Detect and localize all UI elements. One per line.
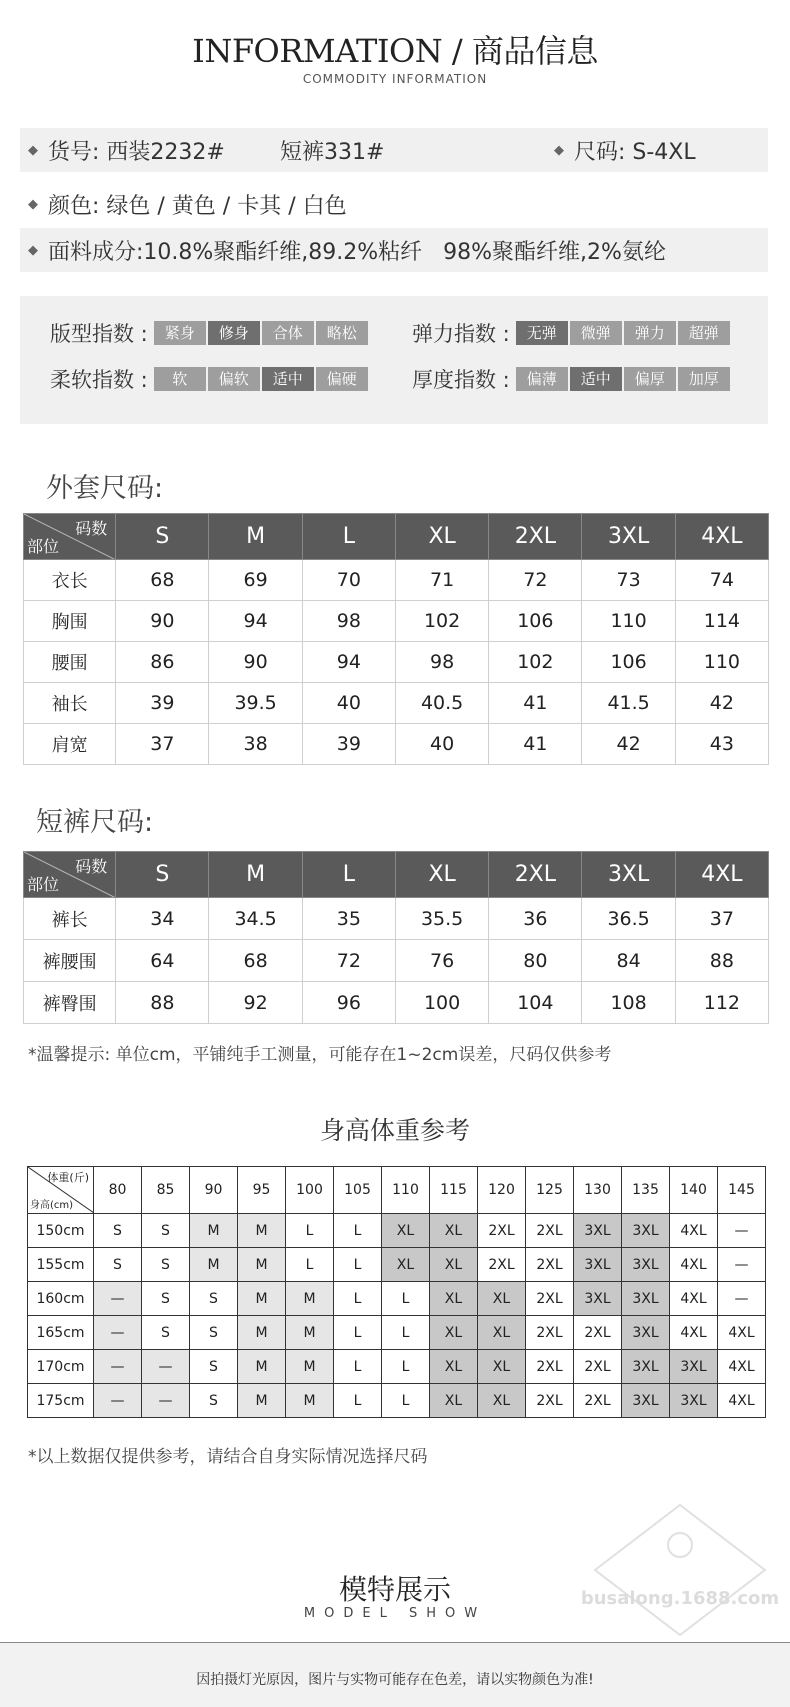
page-subtitle: COMMODITY INFORMATION	[302, 72, 488, 86]
height-label: 165cm	[28, 1316, 94, 1350]
size-header: S	[116, 514, 209, 560]
table-cell: XL	[382, 1214, 430, 1248]
rating-chip: 弹力	[624, 321, 676, 345]
footer-bar	[0, 1642, 790, 1707]
table-row	[24, 940, 769, 982]
table-cell: 68	[209, 940, 302, 982]
size-header: S	[116, 852, 209, 898]
table-row	[28, 1384, 766, 1418]
table-cell: 88	[116, 982, 209, 1024]
rating-chip-selected: 修身	[208, 321, 260, 345]
table-corner	[24, 852, 116, 898]
table-cell: 86	[116, 642, 209, 683]
table-cell: 35	[302, 898, 395, 940]
table-cell: 100	[395, 982, 488, 1024]
table-cell: S	[190, 1316, 238, 1350]
shorts-size-title: 短裤尺码:	[36, 807, 154, 838]
table-cell: 71	[395, 560, 488, 601]
table-cell: XL	[430, 1316, 478, 1350]
table-cell: 98	[395, 642, 488, 683]
shorts-size-table	[23, 851, 769, 1024]
table-cell: M	[286, 1316, 334, 1350]
table-cell: L	[334, 1248, 382, 1282]
weight-header: 95	[238, 1167, 286, 1214]
table-cell: 73	[582, 560, 675, 601]
table-cell: 34	[116, 898, 209, 940]
table-cell: 37	[675, 898, 768, 940]
rating-softness	[50, 364, 370, 394]
table-cell: 102	[489, 642, 582, 683]
rating-fit	[50, 318, 370, 348]
row-label: 裤臀围	[24, 982, 116, 1024]
rating-label: 弹力指数 :	[412, 322, 510, 346]
table-cell: 94	[209, 601, 302, 642]
table-cell: 2XL	[574, 1316, 622, 1350]
table-cell: M	[286, 1282, 334, 1316]
table-cell: M	[238, 1282, 286, 1316]
table-cell: 3XL	[574, 1282, 622, 1316]
table-cell: —	[94, 1282, 142, 1316]
table-cell: 4XL	[670, 1316, 718, 1350]
weight-header: 130	[574, 1167, 622, 1214]
footer-note: 因拍摄灯光原因，图片与实物可能存在色差，请以实物颜色为准!	[196, 1672, 594, 1688]
table-cell: 2XL	[526, 1214, 574, 1248]
table-cell: 90	[209, 642, 302, 683]
table-row	[24, 601, 769, 642]
table-row	[24, 724, 769, 765]
size-header: 2XL	[489, 514, 582, 560]
table-row	[28, 1248, 766, 1282]
table-cell: M	[238, 1350, 286, 1384]
reference-note: *以上数据仅提供参考，请结合自身实际情况选择尺码	[28, 1447, 428, 1467]
model-show-subtitle: MODEL SHOW	[303, 1606, 487, 1621]
table-cell: —	[94, 1316, 142, 1350]
table-cell: M	[286, 1384, 334, 1418]
table-cell: 43	[675, 724, 768, 765]
rating-chip: 偏厚	[624, 367, 676, 391]
table-corner	[28, 1167, 94, 1214]
table-cell: XL	[430, 1248, 478, 1282]
table-cell: XL	[430, 1214, 478, 1248]
reference-title: 身高体重参考	[319, 1116, 470, 1145]
size-header: L	[302, 514, 395, 560]
page-title: INFORMATION / 商品信息	[192, 32, 598, 70]
table-cell: L	[382, 1282, 430, 1316]
table-cell: 41.5	[582, 683, 675, 724]
table-header-row	[24, 514, 769, 560]
table-cell: 39	[302, 724, 395, 765]
table-cell: L	[382, 1384, 430, 1418]
rating-elasticity	[412, 318, 732, 348]
diamond-icon: ◆	[554, 142, 564, 158]
table-row	[28, 1214, 766, 1248]
table-cell: S	[190, 1384, 238, 1418]
table-cell: 3XL	[622, 1248, 670, 1282]
weight-header: 135	[622, 1167, 670, 1214]
rating-chip-selected: 无弹	[516, 321, 568, 345]
size-header: 4XL	[675, 852, 768, 898]
size-header: XL	[395, 852, 488, 898]
table-cell: 90	[116, 601, 209, 642]
table-cell: 2XL	[478, 1214, 526, 1248]
table-cell: 106	[489, 601, 582, 642]
size-range: 尺码: S-4XL	[574, 139, 696, 165]
table-cell: 2XL	[574, 1384, 622, 1418]
table-cell: 3XL	[622, 1350, 670, 1384]
table-cell: 2XL	[526, 1384, 574, 1418]
rating-label: 版型指数 :	[50, 322, 148, 346]
table-cell: 110	[675, 642, 768, 683]
table-cell: —	[718, 1282, 766, 1316]
table-cell: XL	[478, 1350, 526, 1384]
size-header: M	[209, 514, 302, 560]
table-cell: 35.5	[395, 898, 488, 940]
table-cell: 40	[302, 683, 395, 724]
weight-header: 90	[190, 1167, 238, 1214]
corner-label-weight: 体重(斤)	[47, 1171, 89, 1184]
table-cell: 69	[209, 560, 302, 601]
table-cell: M	[238, 1316, 286, 1350]
table-cell: M	[238, 1248, 286, 1282]
table-cell: L	[286, 1248, 334, 1282]
table-cell: —	[142, 1384, 190, 1418]
table-cell: 36	[489, 898, 582, 940]
table-cell: 2XL	[526, 1282, 574, 1316]
height-label: 150cm	[28, 1214, 94, 1248]
table-cell: 2XL	[526, 1350, 574, 1384]
rating-chip-selected: 适中	[570, 367, 622, 391]
jacket-size-table	[23, 513, 769, 765]
table-cell: 39.5	[209, 683, 302, 724]
table-cell: 42	[582, 724, 675, 765]
table-cell: 2XL	[526, 1248, 574, 1282]
rating-chip: 偏薄	[516, 367, 568, 391]
watermark	[580, 1500, 780, 1640]
table-cell: L	[382, 1316, 430, 1350]
table-cell: 42	[675, 683, 768, 724]
measurement-note: *温馨提示: 单位cm，平铺纯手工测量，可能存在1~2cm误差，尺码仅供参考	[28, 1045, 612, 1065]
weight-header: 115	[430, 1167, 478, 1214]
table-row	[24, 982, 769, 1024]
table-cell: 4XL	[718, 1350, 766, 1384]
size-header: M	[209, 852, 302, 898]
row-label: 裤长	[24, 898, 116, 940]
rating-label: 柔软指数 :	[50, 368, 148, 392]
table-row	[24, 560, 769, 601]
table-cell: XL	[382, 1248, 430, 1282]
table-cell: 92	[209, 982, 302, 1024]
table-cell: L	[286, 1214, 334, 1248]
table-cell: S	[142, 1316, 190, 1350]
table-cell: —	[718, 1248, 766, 1282]
table-cell: L	[334, 1214, 382, 1248]
table-cell: 4XL	[670, 1214, 718, 1248]
table-cell: 70	[302, 560, 395, 601]
rating-chip: 偏硬	[316, 367, 368, 391]
info-bar-fabric	[20, 228, 768, 272]
height-label: 160cm	[28, 1282, 94, 1316]
table-cell: XL	[430, 1384, 478, 1418]
table-row	[24, 642, 769, 683]
diamond-icon: ◆	[28, 196, 38, 212]
table-cell: 3XL	[622, 1282, 670, 1316]
rating-chip: 超弹	[678, 321, 730, 345]
fabric-composition: 面料成分:10.8%聚酯纤维,89.2%粘纤 98%聚酯纤维,2%氨纶	[48, 239, 666, 265]
jacket-size-title: 外套尺码:	[46, 473, 164, 504]
table-cell: 41	[489, 724, 582, 765]
weight-header: 105	[334, 1167, 382, 1214]
table-cell: 3XL	[670, 1350, 718, 1384]
size-header: 4XL	[675, 514, 768, 560]
table-cell: 68	[116, 560, 209, 601]
weight-header: 100	[286, 1167, 334, 1214]
table-cell: S	[142, 1214, 190, 1248]
row-label: 裤腰围	[24, 940, 116, 982]
table-cell: 4XL	[718, 1384, 766, 1418]
table-cell: 110	[582, 601, 675, 642]
weight-header: 80	[94, 1167, 142, 1214]
table-cell: 72	[302, 940, 395, 982]
table-cell: XL	[430, 1282, 478, 1316]
table-cell: 40	[395, 724, 488, 765]
table-cell: M	[238, 1214, 286, 1248]
row-label: 胸围	[24, 601, 116, 642]
corner-label-size: 码数	[75, 519, 108, 538]
corner-label-size: 码数	[75, 857, 108, 876]
table-cell: 3XL	[574, 1214, 622, 1248]
rating-chip-selected: 适中	[262, 367, 314, 391]
rating-thickness	[412, 364, 732, 394]
shorts-number: 短裤331#	[280, 139, 385, 165]
table-cell: 3XL	[670, 1384, 718, 1418]
row-label: 袖长	[24, 683, 116, 724]
size-header: 3XL	[582, 514, 675, 560]
rating-chip: 略松	[316, 321, 368, 345]
table-cell: 37	[116, 724, 209, 765]
size-header: XL	[395, 514, 488, 560]
info-bar-item-no	[20, 128, 768, 172]
table-cell: S	[142, 1248, 190, 1282]
table-cell: —	[94, 1350, 142, 1384]
size-header: 3XL	[582, 852, 675, 898]
table-header-row	[28, 1167, 766, 1214]
table-cell: 88	[675, 940, 768, 982]
rating-chip: 加厚	[678, 367, 730, 391]
table-cell: 84	[582, 940, 675, 982]
table-cell: —	[94, 1384, 142, 1418]
model-show-title: 模特展示	[338, 1573, 451, 1606]
table-cell: 108	[582, 982, 675, 1024]
size-header: 2XL	[489, 852, 582, 898]
corner-label-part: 部位	[27, 537, 60, 556]
table-cell: S	[142, 1282, 190, 1316]
weight-header: 85	[142, 1167, 190, 1214]
table-cell: 98	[302, 601, 395, 642]
info-bar-colors	[20, 182, 768, 226]
table-cell: 74	[675, 560, 768, 601]
table-cell: 104	[489, 982, 582, 1024]
diamond-icon: ◆	[28, 242, 38, 258]
weight-header: 110	[382, 1167, 430, 1214]
table-cell: 2XL	[574, 1350, 622, 1384]
table-row	[28, 1350, 766, 1384]
table-cell: 4XL	[718, 1316, 766, 1350]
table-cell: XL	[478, 1384, 526, 1418]
height-label: 170cm	[28, 1350, 94, 1384]
rating-chip: 偏软	[208, 367, 260, 391]
table-cell: 3XL	[622, 1384, 670, 1418]
weight-header: 140	[670, 1167, 718, 1214]
table-cell: 3XL	[574, 1248, 622, 1282]
height-weight-table	[27, 1166, 766, 1418]
watermark-text: busalong.1688.com	[580, 1588, 780, 1609]
table-cell: XL	[478, 1316, 526, 1350]
table-row	[28, 1282, 766, 1316]
table-row	[24, 683, 769, 724]
row-label: 衣长	[24, 560, 116, 601]
table-cell: 106	[582, 642, 675, 683]
rating-chip: 微弹	[570, 321, 622, 345]
table-cell: M	[190, 1248, 238, 1282]
table-cell: 2XL	[478, 1248, 526, 1282]
table-cell: M	[238, 1384, 286, 1418]
table-cell: —	[718, 1214, 766, 1248]
table-cell: 41	[489, 683, 582, 724]
table-cell: 72	[489, 560, 582, 601]
rating-label: 厚度指数 :	[412, 368, 510, 392]
table-cell: 2XL	[526, 1316, 574, 1350]
table-cell: 76	[395, 940, 488, 982]
table-cell: 39	[116, 683, 209, 724]
table-corner	[24, 514, 116, 560]
table-row	[28, 1316, 766, 1350]
corner-label-height: 身高(cm)	[30, 1200, 74, 1211]
table-cell: L	[334, 1316, 382, 1350]
table-cell: 4XL	[670, 1248, 718, 1282]
size-header: L	[302, 852, 395, 898]
watermark-logo	[580, 1500, 780, 1640]
table-cell: S	[190, 1350, 238, 1384]
table-cell: L	[334, 1282, 382, 1316]
row-label: 肩宽	[24, 724, 116, 765]
table-cell: L	[334, 1384, 382, 1418]
rating-chip: 合体	[262, 321, 314, 345]
table-cell: XL	[430, 1350, 478, 1384]
color-list: 颜色: 绿色 / 黄色 / 卡其 / 白色	[48, 193, 347, 219]
table-cell: 94	[302, 642, 395, 683]
table-cell: 34.5	[209, 898, 302, 940]
table-cell: S	[190, 1282, 238, 1316]
table-cell: XL	[478, 1282, 526, 1316]
table-cell: 112	[675, 982, 768, 1024]
table-row	[24, 898, 769, 940]
diamond-icon: ◆	[28, 142, 38, 158]
table-cell: 40.5	[395, 683, 488, 724]
weight-header: 125	[526, 1167, 574, 1214]
height-label: 175cm	[28, 1384, 94, 1418]
table-cell: 4XL	[670, 1282, 718, 1316]
item-number: 货号: 西装2232#	[48, 139, 225, 165]
table-cell: 3XL	[622, 1316, 670, 1350]
table-cell: 3XL	[622, 1214, 670, 1248]
table-cell: L	[334, 1350, 382, 1384]
table-cell: 80	[489, 940, 582, 982]
table-cell: —	[142, 1350, 190, 1384]
table-cell: 102	[395, 601, 488, 642]
rating-panel	[20, 296, 768, 424]
table-cell: L	[382, 1350, 430, 1384]
table-cell: 36.5	[582, 898, 675, 940]
row-label: 腰围	[24, 642, 116, 683]
table-cell: S	[94, 1214, 142, 1248]
table-cell: 96	[302, 982, 395, 1024]
table-header-row	[24, 852, 769, 898]
table-cell: 114	[675, 601, 768, 642]
table-cell: S	[94, 1248, 142, 1282]
corner-label-part: 部位	[27, 875, 60, 894]
table-cell: 64	[116, 940, 209, 982]
table-cell: M	[190, 1214, 238, 1248]
weight-header: 120	[478, 1167, 526, 1214]
height-label: 155cm	[28, 1248, 94, 1282]
weight-header: 145	[718, 1167, 766, 1214]
rating-chip: 紧身	[154, 321, 206, 345]
table-cell: M	[286, 1350, 334, 1384]
rating-chip: 软	[154, 367, 206, 391]
table-cell: 38	[209, 724, 302, 765]
